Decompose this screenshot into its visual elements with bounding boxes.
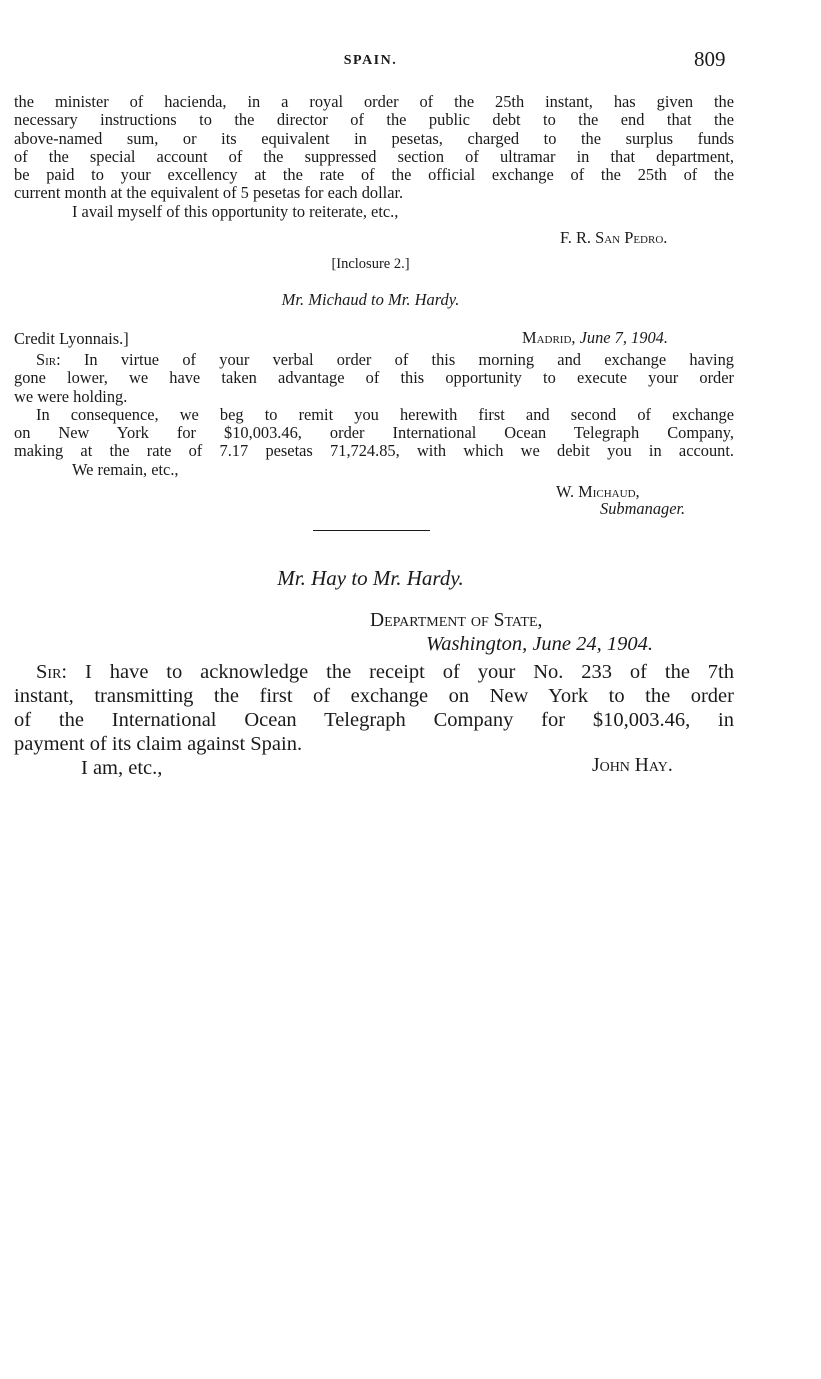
letter-title: Mr. Hay to Mr. Hardy. — [277, 566, 464, 590]
text-line: making at the rate of 7.17 pesetas 71,724.85, with which we debit you in account. — [14, 441, 734, 461]
place-date — [522, 329, 668, 347]
text-span: In virtue of your verbal order of this morning and exchange having — [83, 350, 734, 369]
text-line: we were holding. — [14, 386, 128, 406]
letter-title: Mr. Michaud to Mr. Hardy. — [281, 290, 460, 309]
text-line: of the International Ocean Telegraph Company for $10,003.46, in — [14, 709, 734, 731]
salutation: Sir: — [36, 661, 68, 683]
text-line: be paid to your excellency at the rate of the official exchange of the 25th of the — [14, 165, 734, 185]
text-line — [14, 660, 734, 684]
signature-name: W. Michaud, — [556, 482, 640, 501]
signature-title: Submanager. — [600, 499, 686, 518]
letter-continuation — [14, 93, 734, 221]
text-line: gone lower, we have taken advantage of this opportunity to execute your order — [14, 368, 734, 388]
text-line: above-named sum, or its equivalent in pesetas, charged to the surplus funds — [14, 128, 734, 148]
text-line: payment of its claim against Spain. — [14, 733, 303, 755]
signature: F. R. San Pedro. — [560, 228, 668, 247]
section-divider — [313, 530, 430, 531]
text-line: instant, transmitting the first of exchange on New York to the order — [14, 685, 734, 707]
inclosure-body — [14, 351, 734, 479]
inclosure-label: [Inclosure 2.] — [331, 256, 410, 272]
closing-line: We remain, etc., — [72, 459, 179, 479]
page-number: 809 — [694, 47, 726, 71]
closing-line: I avail myself of this opportunity to reiterate, etc., — [72, 201, 399, 221]
sender-department: Department of State, — [370, 610, 543, 631]
date: June 7, 1904. — [579, 328, 668, 347]
closing-line: I am, etc., — [81, 757, 163, 779]
text-line: of the special account of the suppressed section of ultramar in that department, — [14, 146, 734, 166]
text-line: necessary instructions to the director of the public debt to the end that the — [14, 110, 734, 130]
text-line: on New York for $10,003.46, order International Ocean Telegraph Company, — [14, 423, 734, 443]
sender-organization: Credit Lyonnais.] — [14, 329, 129, 348]
running-header-title: SPAIN. — [343, 53, 398, 68]
salutation: Sir: — [36, 350, 61, 369]
place-date: Washington, June 24, 1904. — [426, 633, 654, 655]
text-line: the minister of hacienda, in a royal order of the 25th instant, has given the — [14, 92, 734, 111]
text-line: current month at the equivalent of 5 pesetas for each dollar. — [14, 183, 404, 203]
text-span: I have to acknowledge the receipt of your No. 233 of the 7th — [85, 661, 734, 683]
place: Madrid, — [522, 328, 576, 347]
text-line: In consequence, we beg to remit you herewith first and second of exchange — [36, 404, 734, 424]
text-line — [14, 351, 734, 369]
signature: John Hay. — [592, 755, 673, 776]
